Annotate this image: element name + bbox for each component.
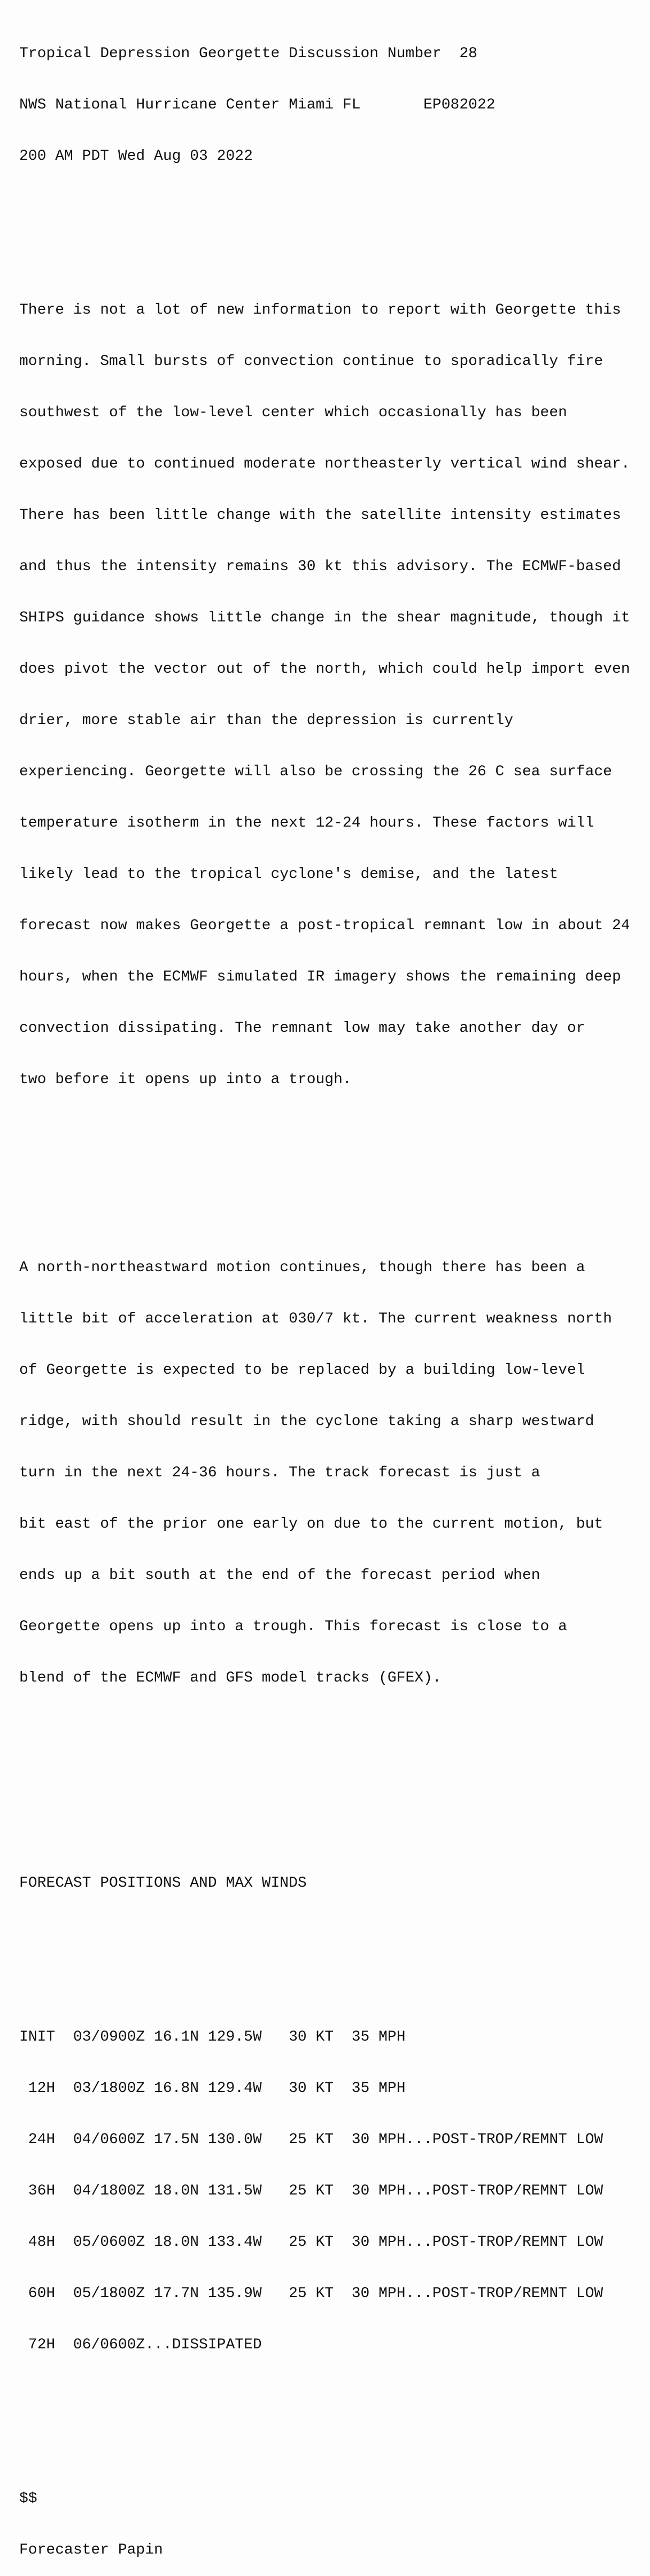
paragraph-line: convection dissipating. The remnant low may take another day or <box>19 1020 585 1037</box>
issued-timestamp: 200 AM PDT Wed Aug 03 2022 <box>19 148 253 165</box>
spacer <box>19 2422 630 2439</box>
forecast-row: 48H 05/0600Z 18.0N 133.4W 25 KT 30 MPH...POST-TROP/REMNT LOW <box>19 2234 603 2251</box>
paragraph-line: southwest of the low-level center which occasionally has been <box>19 404 567 421</box>
paragraph-line: drier, more stable air than the depression is currently <box>19 712 514 729</box>
paragraph-line: blend of the ECMWF and GFS model tracks (GFEX). <box>19 1670 442 1686</box>
paragraph-track <box>19 1225 630 1721</box>
forecast-row: 24H 04/0600Z 17.5N 130.0W 25 KT 30 MPH...POST-TROP/REMNT LOW <box>19 2131 603 2148</box>
forecast-heading: FORECAST POSITIONS AND MAX WINDS <box>19 1875 307 1892</box>
paragraph-line: hours, when the ECMWF simulated IR imagery shows the remaining deep <box>19 969 621 985</box>
discussion-title: Tropical Depression Georgette Discussion Number 28 <box>19 45 477 62</box>
paragraph-line: temperature isotherm in the next 12-24 hours. These factors will <box>19 815 594 831</box>
paragraph-line: A north-northeastward motion continues, though there has been a <box>19 1259 585 1276</box>
spacer <box>19 1157 630 1174</box>
paragraph-line: morning. Small bursts of convection continue to sporadically fire <box>19 353 603 370</box>
paragraph-line: experiencing. Georgette will also be crossing the 26 C sea surface <box>19 764 612 780</box>
product-terminator: $$ <box>19 2491 37 2507</box>
paragraph-line: little bit of acceleration at 030/7 kt. The current weakness north <box>19 1311 612 1327</box>
paragraph-line: SHIPS guidance shows little change in the shear magnitude, though it <box>19 610 630 626</box>
paragraph-line: exposed due to continued moderate northeasterly vertical wind shear. <box>19 456 630 472</box>
spacer <box>19 199 630 216</box>
paragraph-line: turn in the next 24-36 hours. The track forecast is just a <box>19 1465 540 1481</box>
paragraph-line: ends up a bit south at the end of the forecast period when <box>19 1567 540 1584</box>
forecast-row: 72H 06/0600Z...DISSIPATED <box>19 2337 262 2353</box>
forecast-table <box>19 1995 630 2388</box>
discussion-document <box>19 11 630 2576</box>
paragraph-line: bit east of the prior one early on due to the current motion, but <box>19 1516 603 1532</box>
paragraph-line: of Georgette is expected to be replaced by a building low-level <box>19 1362 585 1379</box>
forecast-row: INIT 03/0900Z 16.1N 129.5W 30 KT 35 MPH <box>19 2029 406 2045</box>
paragraph-line: There has been little change with the satellite intensity estimates <box>19 507 621 524</box>
forecast-row: 60H 05/1800Z 17.7N 135.9W 25 KT 30 MPH...POST-TROP/REMNT LOW <box>19 2285 603 2302</box>
forecast-row: 12H 03/1800Z 16.8N 129.4W 30 KT 35 MPH <box>19 2080 406 2097</box>
paragraph-line: two before it opens up into a trough. <box>19 1071 352 1088</box>
paragraph-intensity <box>19 268 630 1123</box>
paragraph-line: does pivot the vector out of the north, which could help import even <box>19 661 630 678</box>
spacer <box>19 1755 630 1772</box>
spacer <box>19 1926 630 1943</box>
forecaster-signature: Forecaster Papin <box>19 2542 163 2558</box>
forecast-row: 36H 04/1800Z 18.0N 131.5W 25 KT 30 MPH...POST-TROP/REMNT LOW <box>19 2183 603 2199</box>
spacer <box>19 1807 630 1824</box>
paragraph-line: Georgette opens up into a trough. This forecast is close to a <box>19 1618 567 1635</box>
paragraph-line: and thus the intensity remains 30 kt this advisory. The ECMWF-based <box>19 558 621 575</box>
paragraph-line: There is not a lot of new information to report with Georgette this <box>19 302 621 318</box>
office-line: NWS National Hurricane Center Miami FL EP082022 <box>19 97 496 113</box>
paragraph-line: likely lead to the tropical cyclone's demise, and the latest <box>19 866 559 883</box>
paragraph-line: forecast now makes Georgette a post-tropical remnant low in about 24 <box>19 917 630 934</box>
paragraph-line: ridge, with should result in the cyclone taking a sharp westward <box>19 1413 594 1430</box>
